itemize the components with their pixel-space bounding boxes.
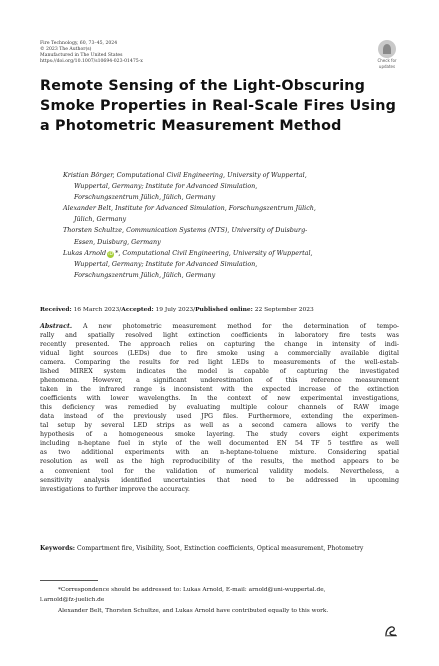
author-entry [63, 170, 403, 203]
author-affiliation-line: Kristian Börger, Computational Civil Engineering, University of Wuppertal, [63, 171, 307, 179]
published-label: Published online: [195, 306, 253, 313]
abstract-line: tal setup by several LED strips as well as a second camera allows to verify the [40, 422, 399, 430]
abstract-line: vidual light sources (LEDs) due to fire smoke using a commercially available digital [40, 350, 399, 358]
abstract-line: rally and spatially resolved light extinction coefficients in laboratory fire tests was [40, 332, 399, 340]
abstract [40, 322, 399, 494]
accepted-label: Accepted: [121, 306, 154, 313]
author-entry [63, 248, 403, 281]
abstract-line: lished MIREX system indicates the model is capable of capturing the investigated [40, 368, 399, 376]
abstract-line: as two additional experiments with an n-heptane-toluene mixture. Considering spatial [40, 449, 399, 457]
keywords-label: Keywords: [40, 545, 76, 552]
abstract-line: this deficiency was remedied by evaluating multiple colour channels of RAW image [40, 404, 399, 412]
doi-link[interactable]: https://doi.org/10.1007/s10694-023-01475-x [40, 59, 143, 65]
author-list [63, 170, 403, 281]
badge-label-line2: updates [378, 63, 396, 69]
author-affiliation-line: Essen, Duisburg, Germany [74, 237, 161, 246]
author-affiliation-line: Forschungszentrum Jülich, Jülich, Germany [74, 193, 216, 202]
author-affiliation-line: Alexander Belt, Institute for Advanced Simulation, Forschungszentrum Jülich, [63, 204, 316, 213]
abstract-line: coefficients with lower wavelengths. In the context of new experimental investigations, [40, 395, 399, 403]
abstract-line: hypothesis of a homogeneous smoke layering. The study covers eight experiments [40, 431, 399, 439]
contribution-footnote: Alexander Belt, Thorsten Schultze, and Lukas Arnold have contributed equally to this work. [58, 607, 329, 614]
manufactured-line: Manufactured in The United States [40, 53, 123, 59]
author-name: Lukas Arnold [63, 248, 107, 257]
abstract-line: taken in the infrared range is inconsistent with the expected increase of the extinction [40, 386, 399, 394]
author-affiliation-line: Wuppertal, Germany; Institute for Advanced Simulation, [74, 259, 258, 268]
author-affiliation-line: Jülich, Germany [74, 215, 127, 224]
email-link[interactable]: l.arnold@fz-juelich.de [40, 597, 105, 604]
check-for-updates-badge[interactable] [374, 40, 400, 70]
author-affiliation-line: Thorsten Schultze, Communication Systems (NTS), University of Duisburg- [63, 226, 308, 235]
abstract-line: data instead of the previously used JPG files. Furthermore, extending the experimen- [40, 413, 399, 421]
abstract-line: resolution as well as the high reproducibility of the results, the method appears to be [40, 458, 399, 466]
received-date: 16 March 2023 [73, 307, 120, 313]
keywords-text: Compartment fire, Visibility, Soot, Extinction coefficients, Optical measurement, Photometry [76, 545, 364, 552]
author-entry [63, 225, 403, 247]
journal-citation: Fire Technology, 60, 73–45, 2024 [40, 41, 118, 46]
author-affiliation-line: Wuppertal, Germany; Institute for Advanced Simulation, [74, 182, 258, 191]
footnote-divider [40, 580, 98, 581]
abstract-line: sensitivity analysis identified uncertainties that need to be addressed in upcoming [40, 476, 399, 484]
abstract-line: recently presented. The approach relies on capturing the change in intensity of indi- [40, 341, 399, 349]
correspondence-footnote: *Correspondence should be addressed to: Lukas Arnold, E-mail: arnold@uni-wuppertal.de, [58, 587, 326, 593]
abstract-line: including n-heptane fuel in style of the well documented EN 54 TF 5 testfire as well [40, 440, 399, 448]
author-affiliation-line: Forschungszentrum Jülich, Jülich, Germany [74, 270, 216, 279]
published-date: 22 September 2023 [254, 307, 314, 313]
title-line: Remote Sensing of the Light-Obscuring [40, 78, 366, 94]
title-line: Smoke Properties in Real-Scale Fires Using [40, 98, 397, 114]
paper-title [40, 76, 397, 136]
abstract-line: camera. Comparing the results for red light LEDs to measurements of the well-estab- [40, 359, 399, 367]
author-affiliation-line: *, Computational Civil Engineering, University of Wuppertal, [115, 248, 313, 257]
title-line: a Photometric Measurement Method [40, 118, 342, 134]
abstract-line: a convenient tool for the validation of numerical validity models. Nevertheless, a [40, 467, 399, 475]
received-label: Received: [40, 306, 72, 313]
accepted-date: 19 July 2023 [155, 307, 194, 313]
author-entry [63, 203, 403, 225]
footnotes [40, 585, 400, 616]
badge-label-line1: Check for [377, 58, 397, 63]
abstract-line: Abstract. A new photometric measurement method for the determination of tempo- [40, 323, 399, 330]
springer-logo-icon [384, 625, 398, 637]
copyright-line: © 2023 The Author(s) [40, 47, 92, 53]
publication-dates: Received: 16 March 2023/Accepted: 19 July 2023/Published online: 22 September 2023 [40, 306, 314, 313]
orcid-icon[interactable]: iD [108, 251, 114, 257]
keywords [40, 545, 400, 553]
journal-metadata [40, 41, 320, 65]
abstract-heading: Abstract. [40, 323, 73, 330]
check-for-updates-icon [378, 40, 396, 58]
abstract-line: phenomena. However, a significant underestimation of this reference measurement [40, 377, 399, 385]
abstract-line: investigations to further improve the accuracy. [40, 485, 190, 493]
